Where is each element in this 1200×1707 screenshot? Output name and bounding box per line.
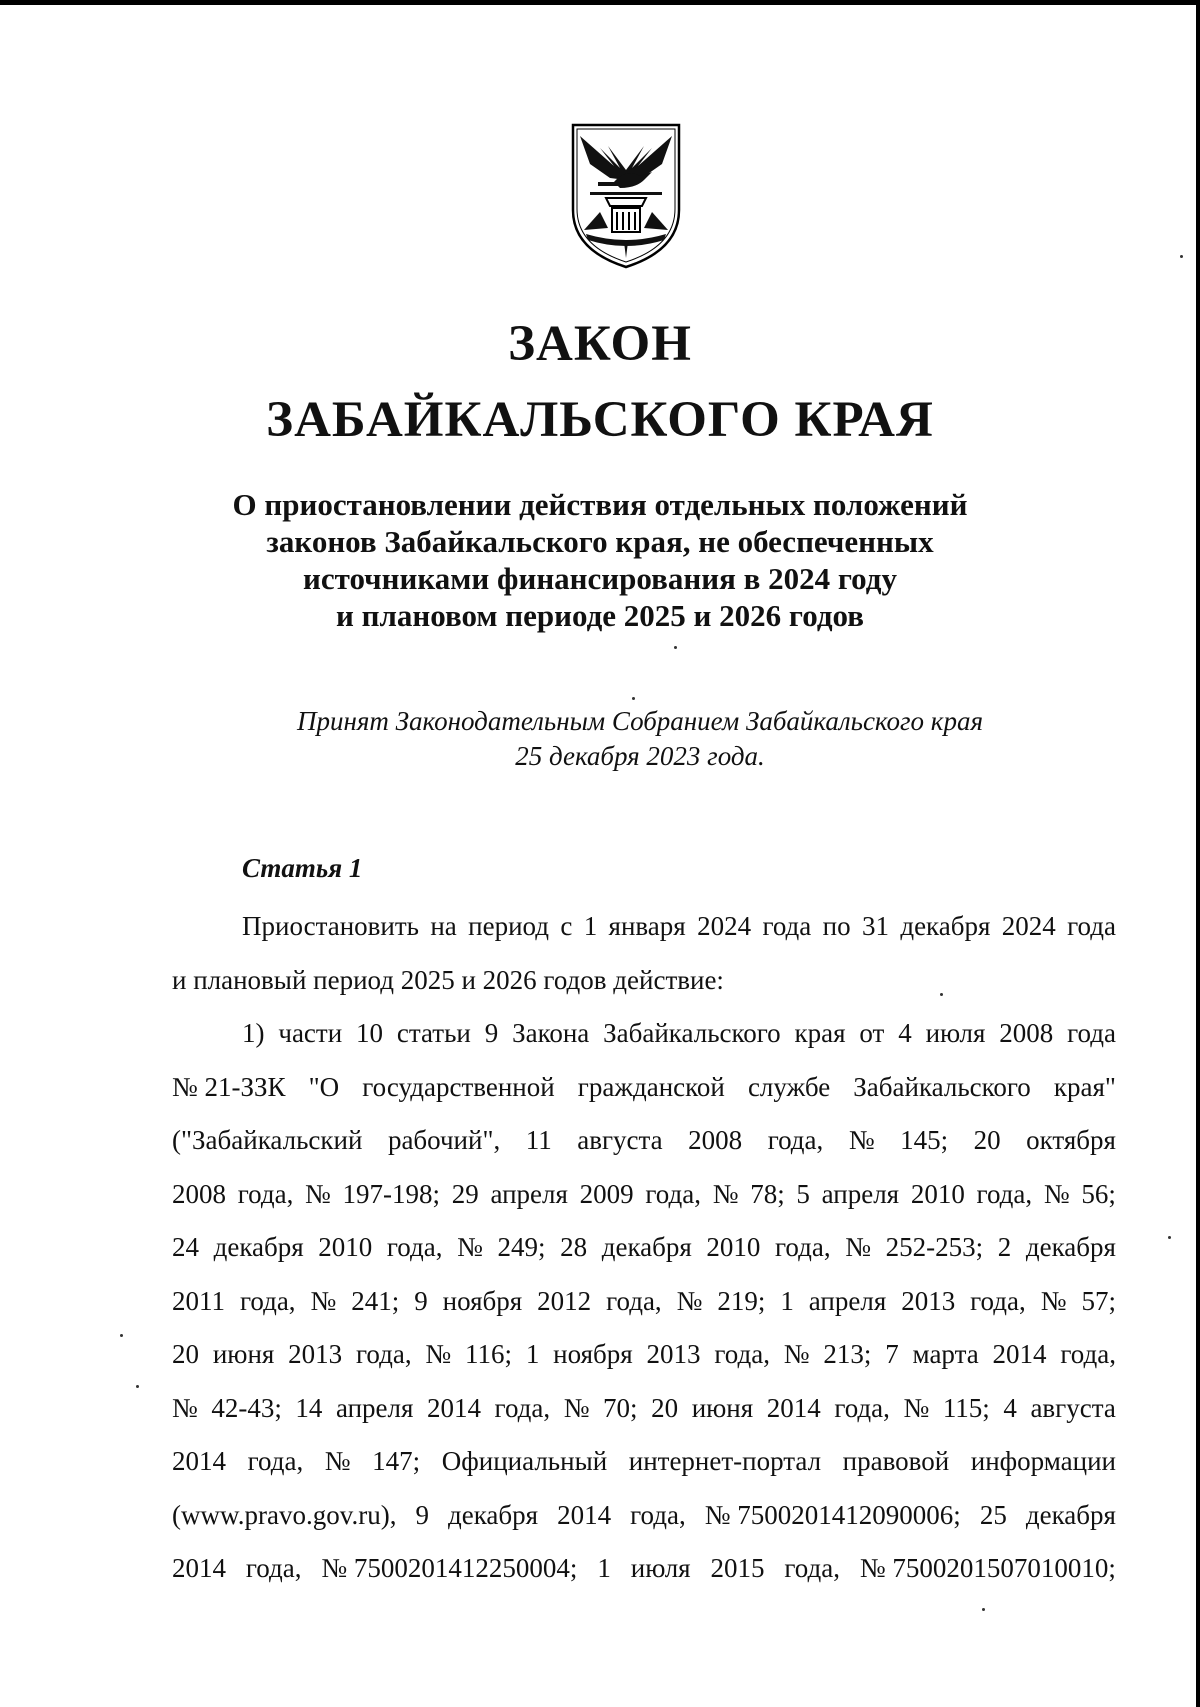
body-word: 1 [597,1553,611,1583]
body-word: № [712,1178,739,1209]
body-word: № 7500201412250004; [321,1553,578,1583]
body-word: 1) [242,1018,265,1048]
body-line [172,954,1116,1008]
body-word: года, [1060,1339,1116,1369]
body-word: октября [1026,1125,1116,1155]
body-word: апреля [821,1178,900,1209]
adoption-line: Принят Законодательным Собранием Забайкальского края [296,706,983,736]
body-word: июня [212,1339,275,1369]
body-word: 2008 [172,1178,226,1209]
body-word: года, [630,1499,686,1530]
body-word: по [822,911,851,941]
adoption-line: 25 декабря 2023 года. [515,741,765,771]
body-word: № [848,1125,875,1155]
body-word: 2013 [901,1285,956,1316]
body-word: № [676,1285,703,1316]
body-word: Приостановить [242,911,419,941]
body-word: года, [784,1553,841,1583]
body-word: № [845,1232,872,1262]
body-word: № [324,1446,351,1476]
body-word: № [1040,1285,1067,1316]
body-word: Забайкальского [603,1018,781,1048]
body-word: 2013 [646,1339,701,1369]
body-word: части [278,1018,343,1048]
body-word: 116; [465,1339,513,1369]
body-word: № 21-ЗЗК [172,1071,286,1102]
body-word: 2012 [537,1285,592,1316]
body-word: года, [355,1339,412,1369]
body-word: 9 [414,1285,428,1316]
subject-line: и плановом периоде 2025 и 2026 годов [336,598,864,633]
body-word: 2008 [688,1125,743,1155]
body-line [172,1542,1116,1596]
body-word: № [903,1392,930,1423]
body-word: 249; [497,1232,546,1262]
body-line [172,1489,1116,1543]
body-word: декабря [601,1232,692,1262]
body-word: № [457,1232,483,1262]
body-line [172,1328,1116,1382]
body-word: года [1067,911,1116,941]
eagle-shield-icon [570,122,682,270]
body-word: года [1067,1018,1116,1048]
body-word: года, [606,1285,662,1316]
body-line [172,900,1116,954]
body-word: 14 [295,1392,323,1423]
body-word: Закона [512,1018,590,1048]
body-word: рабочий", [387,1125,501,1155]
body-word: 7 [885,1339,899,1369]
body-word: года, [767,1125,824,1155]
body-word: края [794,1018,846,1048]
body-word: 2015 [710,1553,765,1583]
body-word: 2008 [999,1018,1054,1048]
subject-line: источниками финансирования в 2024 году [303,561,897,596]
body-word: декабря [1025,1499,1116,1530]
body-word: № [305,1178,331,1209]
body-word: 2009 [579,1178,634,1209]
scan-edge-top [0,0,1200,5]
body-word: от [859,1018,885,1048]
body-word: с [560,911,573,941]
body-word: 70; [603,1392,638,1423]
body-word: 2011 [172,1285,225,1316]
body-word: (www.pravo.gov.ru), [172,1499,397,1530]
body-word: 2010 [910,1178,965,1209]
body-word: 2024 [1001,911,1056,941]
body-word: службе [747,1071,831,1102]
body-word: 2014 [766,1392,821,1423]
body-word: 31 [861,911,889,941]
body-word: 147; [372,1446,421,1476]
adoption-note [200,704,1080,774]
law-title: ЗАКОН [508,316,692,372]
body-word: года, [494,1392,551,1423]
body-word: года, [976,1178,1033,1209]
body-word: года, [645,1178,701,1209]
body-word: июня [691,1392,754,1423]
body-word: 42-43; [211,1392,282,1423]
body-word: государственной [362,1071,555,1102]
body-word: 4 [898,1018,912,1048]
body-word: 4 [1003,1392,1017,1423]
body-line [172,1114,1116,1168]
scan-edge-right [1196,0,1200,1707]
body-word: Забайкальского [853,1071,1031,1102]
body-word: 5 [796,1178,810,1209]
body-word: года [762,911,812,941]
article-body [172,900,1116,1596]
body-word: декабря [900,911,991,941]
body-word: 20 [651,1392,679,1423]
body-word: ноября [442,1285,523,1316]
body-word: 2014 [172,1553,226,1583]
body-word: 241; [351,1285,400,1316]
body-word: края" [1053,1071,1116,1102]
body-word: 2014 [992,1339,1047,1369]
subject-line: О приостановлении действия отдельных положений [232,487,968,522]
body-line [172,1221,1116,1275]
body-word: 2014 [426,1392,481,1423]
body-word: статьи [396,1018,471,1048]
body-word: 145; [900,1125,949,1155]
coat-of-arms-emblem [570,122,682,270]
body-word: 2 [997,1232,1012,1262]
law-region-title: ЗАБАЙКАЛЬСКОГО КРАЯ [266,392,934,448]
body-word: № [1043,1178,1070,1209]
body-line [172,1061,1116,1115]
body-word: декабря [213,1232,304,1262]
body-word: 25 [979,1499,1007,1530]
body-word: правовой [842,1446,950,1476]
body-word: 2024 [697,911,752,941]
body-word: 115; [942,1392,990,1423]
body-word: Официальный [441,1446,608,1476]
body-line [172,1275,1116,1329]
body-word: № 7500201507010010; [859,1553,1116,1583]
body-word: 2010 [706,1232,761,1262]
body-word: информации [970,1446,1116,1476]
body-word: № [310,1285,337,1316]
body-word: 9 [484,1018,499,1048]
body-word: августа [577,1125,663,1155]
body-word: 11 [525,1125,552,1155]
body-line [172,1168,1116,1222]
body-word: июля [925,1018,986,1048]
body-word: ("Забайкальский [172,1125,363,1155]
body-word: июля [630,1553,691,1583]
body-word: года, [386,1232,443,1262]
body-word: 219; [717,1285,766,1316]
body-word: марта [912,1339,979,1369]
body-word: ноября [553,1339,633,1369]
body-word: 252-253; [885,1232,984,1262]
body-word: 20 [973,1125,1001,1155]
body-word: № [172,1392,198,1423]
body-word: августа [1030,1392,1116,1423]
body-word: апреля [490,1178,568,1209]
body-word: "О [308,1071,340,1102]
body-line [172,1435,1116,1489]
body-word: декабря [448,1499,539,1530]
body-word: апреля [335,1392,414,1423]
body-word: 1 [583,911,598,941]
body-word: года, [775,1232,831,1262]
body-word: 9 [415,1499,429,1530]
body-word: года, [970,1285,1026,1316]
body-word: гражданской [577,1071,725,1102]
body-word: на [430,911,457,941]
subject-line: законов Забайкальского края, не обеспеченных [266,524,934,559]
body-word: 2013 [288,1339,343,1369]
body-word: № [563,1392,590,1423]
body-line [172,1007,1116,1061]
body-line [172,1382,1116,1436]
body-word: интернет-портал [628,1446,822,1476]
body-word: 1 [780,1285,794,1316]
article-heading: Статья 1 [242,853,363,883]
body-word: года, [247,1446,304,1476]
body-word: 213; [823,1339,872,1369]
body-word: года, [714,1339,770,1369]
body-word: № [425,1339,452,1369]
body-word: 78; [750,1178,785,1209]
body-word: 10 [356,1018,384,1048]
body-word: 29 [451,1178,479,1209]
body-word: декабря [1025,1232,1116,1262]
law-subject [160,486,1040,634]
body-word: 2014 [557,1499,612,1530]
body-word: период [468,911,549,941]
body-word: 2014 [172,1446,226,1476]
body-word: 20 [172,1339,199,1369]
body-word: 28 [560,1232,588,1262]
body-word: года, [245,1553,302,1583]
body-word: января [608,911,686,941]
body-word: 2010 [318,1232,373,1262]
body-word: года, [239,1285,296,1316]
body-word: 57; [1081,1285,1116,1316]
body-word: 24 [172,1232,199,1262]
body-word: № [783,1339,810,1369]
body-word: 197-198; [342,1178,441,1209]
body-word: № 7500201412090006; [704,1499,961,1530]
body-word: и плановый период 2025 и 2026 годов действие: [172,964,724,995]
body-word: 1 [525,1339,540,1369]
body-word: года, [237,1178,294,1209]
body-word: года, [834,1392,890,1423]
body-word: 56; [1081,1178,1116,1209]
body-word: апреля [808,1285,887,1316]
